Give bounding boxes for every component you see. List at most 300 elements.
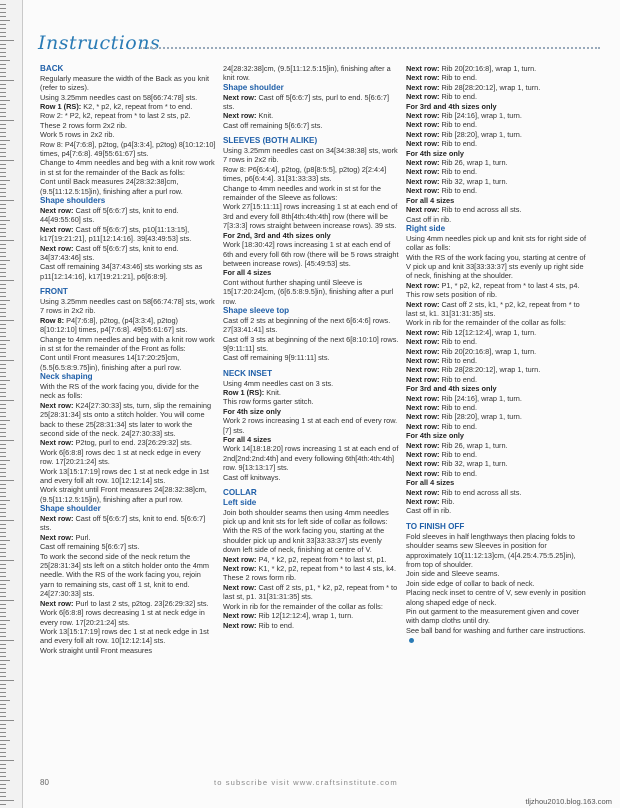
section-heading: BACK (40, 64, 64, 73)
instruction-label: Next row: (40, 243, 76, 253)
instruction-text: Row 8: P4[7:6:8], p2tog, (p4[3:3:4], p2tog) 8[10:12:10] times, p4[7:6:8]. 49[55:61:67] sts. (40, 139, 216, 159)
ruler-tick (0, 444, 6, 445)
instruction-text: Work 2 rows increasing 1 st at each end of every row. [7] sts. (223, 416, 398, 435)
instruction-text: Work straight until Front measures (40, 645, 153, 655)
instruction-text: Rib 26, wrap 1, turn. (441, 158, 508, 168)
instruction-line (406, 579, 586, 588)
instruction-text: Rib [24:16], wrap 1, turn. (441, 393, 522, 403)
ruler-tick (0, 24, 6, 25)
ruler-tick (0, 772, 6, 773)
ruler-tick (0, 308, 6, 309)
instruction-label: Next row: (40, 514, 76, 524)
instruction-line (223, 202, 401, 230)
ruler-tick (0, 60, 10, 61)
ruler-tick (0, 44, 6, 45)
ruler-tick (0, 256, 6, 257)
ruler-tick (0, 652, 6, 653)
ruler-tick (0, 188, 6, 189)
section-heading: COLLAR (223, 488, 257, 498)
ruler-tick (0, 124, 6, 125)
ruler-tick (0, 716, 6, 717)
instruction-line (40, 121, 216, 130)
instruction-line (40, 111, 216, 120)
ruler (0, 0, 23, 808)
instruction-label: Next row: (406, 487, 442, 497)
ruler-tick (0, 636, 6, 637)
ruler-tick (0, 92, 6, 93)
ruler-tick (0, 732, 6, 733)
instruction-text: Using 3.25mm needles cast on 58[66:74:78] sts. (40, 92, 198, 102)
instruction-text: Rib to end. (441, 468, 478, 478)
instruction-label: Next row: (223, 582, 259, 592)
ruler-tick (0, 372, 6, 373)
instruction-label: Next row: (406, 176, 442, 186)
instruction-text: Rib 28[28:20:12], wrap 1, turn. (441, 82, 541, 92)
instruction-label: For 2nd, 3rd and 4th sizes only (223, 230, 331, 240)
ruler-tick (0, 64, 6, 65)
page-number: 80 (40, 778, 49, 787)
instruction-line (406, 431, 586, 440)
instruction-text: Pin out garment to the measurement given and cover with damp cloths until dry. (406, 606, 580, 626)
ruler-tick (0, 412, 6, 413)
ruler-tick (0, 788, 6, 789)
instruction-line (223, 93, 401, 112)
ruler-tick (0, 244, 6, 245)
instruction-text: Rib to end. (441, 403, 478, 413)
ruler-tick (0, 520, 14, 521)
instruction-line (40, 74, 216, 93)
instruction-label: Next row: (40, 438, 76, 448)
instruction-line (40, 599, 216, 608)
instruction-text: Rib 32, wrap 1, turn. (441, 459, 508, 469)
ruler-tick (0, 696, 6, 697)
instruction-line (406, 205, 586, 214)
ruler-tick (0, 268, 6, 269)
ruler-tick (0, 176, 6, 177)
ruler-tick (0, 612, 6, 613)
ruler-tick (0, 748, 6, 749)
instruction-label: Next row: (40, 532, 76, 542)
ruler-tick (0, 528, 6, 529)
section-heading: Neck shaping (40, 372, 93, 382)
ruler-tick (0, 288, 6, 289)
instruction-text: Rib to end. (441, 337, 478, 347)
section-heading: Shape shoulder (40, 504, 101, 514)
instruction-line (40, 93, 216, 102)
instruction-text: With the RS of the work facing you, starting at centre of V pick up and knit 33[33:33:37] sts evenly up right side of neck, finishing at the shoulder. (406, 252, 586, 281)
ruler-tick (0, 400, 14, 401)
instruction-label: For all 4 sizes (223, 435, 272, 444)
instruction-line (223, 268, 401, 277)
section-heading: Shape sleeve top (223, 305, 290, 315)
ruler-tick (0, 192, 6, 193)
ruler-tick (0, 12, 6, 13)
ruler-tick (0, 368, 6, 369)
instruction-text: Rib [24:16], wrap 1, turn. (441, 111, 522, 121)
instruction-line (223, 416, 401, 435)
instruction-text: Rib to end. (258, 620, 295, 630)
instruction-line (406, 234, 586, 253)
ruler-tick (0, 88, 6, 89)
ruler-tick (0, 208, 6, 209)
instruction-line (406, 149, 586, 158)
instruction-line (406, 469, 586, 478)
ruler-tick (0, 148, 6, 149)
instruction-text: Join side edge of collar to back of neck. (406, 578, 535, 588)
section-heading: NECK INSET (223, 368, 273, 378)
ruler-tick (0, 408, 6, 409)
instruction-line (406, 73, 586, 82)
instruction-line (40, 262, 216, 281)
ruler-tick (0, 172, 6, 173)
ruler-tick (0, 516, 6, 517)
instruction-line (40, 158, 216, 177)
instruction-text: These 2 rows form rib. (223, 573, 297, 583)
ruler-tick (0, 560, 14, 561)
instruction-line (40, 438, 216, 447)
ruler-tick (0, 376, 6, 377)
instruction-text: Rib to end across all sts. (441, 205, 522, 215)
ruler-tick (0, 708, 6, 709)
instruction-line (223, 473, 401, 482)
ruler-tick (0, 136, 6, 137)
ruler-tick (0, 712, 6, 713)
ruler-tick (0, 672, 6, 673)
instruction-text: Cast off 2 sts, k1, * p2, k2, repeat from * to last st, k1. 31[31:31:35] sts. (406, 299, 580, 318)
ruler-tick (0, 4, 6, 5)
instruction-line (223, 526, 401, 554)
instruction-label: Next row: (406, 403, 442, 413)
instruction-line (406, 403, 586, 412)
ruler-tick (0, 304, 6, 305)
instruction-line (223, 379, 401, 388)
ruler-tick (0, 20, 10, 21)
instruction-text: Work in rib for the remainder of the collar as folls: (223, 601, 383, 611)
ruler-tick (0, 600, 14, 601)
instruction-text: Rib 20[20:16:8], wrap 1, turn. (441, 346, 537, 356)
instruction-label: Next row: (406, 450, 442, 460)
ruler-tick (0, 420, 10, 421)
ruler-tick (0, 488, 6, 489)
ruler-tick (0, 728, 6, 729)
ruler-tick (0, 668, 6, 669)
instruction-text: Work 13[15:17:19] rows dec 1 st at neck edge in 1st and every foll alt row. 10[12:12:14] sts. (40, 466, 209, 486)
instruction-line (406, 92, 586, 101)
instruction-line (40, 382, 216, 401)
ruler-tick (0, 200, 14, 201)
instruction-text: Cast off 2 sts at beginning of the next 6[6:4:6] rows. 27[33:41:41] sts. (223, 315, 391, 335)
instruction-label: Next row: (406, 468, 442, 478)
instruction-label: Next row: (406, 412, 442, 422)
ruler-tick (0, 568, 6, 569)
instruction-line (223, 407, 401, 416)
ruler-tick (0, 476, 6, 477)
ruler-tick (0, 108, 6, 109)
ruler-tick (0, 628, 6, 629)
ruler-tick (0, 540, 10, 541)
ruler-tick (0, 452, 6, 453)
ruler-tick (0, 768, 6, 769)
ruler-tick (0, 592, 6, 593)
instruction-text: Knit. (258, 111, 274, 121)
ruler-tick (0, 640, 14, 641)
instruction-line (223, 564, 401, 573)
ruler-tick (0, 184, 6, 185)
instruction-text: Cast off 5[6:6:7] sts, knit to end. 44[49:55:60] sts. (40, 205, 179, 225)
instruction-text: These 2 rows form 2x2 rib. (40, 120, 127, 130)
instruction-line (406, 459, 586, 468)
instruction-line (406, 337, 586, 346)
instruction-text: Rib 32, wrap 1, turn. (441, 176, 508, 186)
ruler-tick (0, 232, 6, 233)
instruction-line (40, 225, 216, 244)
ruler-tick (0, 432, 6, 433)
instruction-line (223, 621, 401, 630)
instruction-text: Using 4mm needles pick up and knit sts for right side of collar as folls: (406, 233, 587, 253)
ruler-tick (0, 40, 14, 41)
instruction-text: Rib to end. (441, 421, 478, 431)
instruction-line (406, 422, 586, 431)
instruction-text: Rib [28:20], wrap 1, turn. (441, 129, 522, 139)
ruler-tick (0, 796, 6, 797)
ruler-tick (0, 8, 6, 9)
ruler-tick (0, 96, 6, 97)
instruction-line (223, 231, 401, 240)
ruler-tick (0, 312, 6, 313)
ruler-tick (0, 260, 10, 261)
instruction-label: Next row: (406, 459, 442, 469)
instruction-label: Next row: (406, 205, 442, 215)
instruction-label: Next row: (223, 111, 259, 121)
instruction-line (406, 347, 586, 356)
ruler-tick (0, 352, 6, 353)
instruction-label: For all 4 sizes (223, 268, 272, 278)
ruler-tick (0, 392, 6, 393)
instruction-label: Next row: (406, 440, 442, 450)
ruler-tick (0, 84, 6, 85)
instruction-text: Cast off 5[6:6:7] sts, knit to end. 34[37:43:46] sts. (40, 243, 179, 262)
ruler-tick (0, 464, 6, 465)
ruler-tick (0, 300, 10, 301)
instruction-text: Work 6[6:8:8] rows decreasing 1 st at neck edge in every row. 17[20:21:24] sts. (40, 608, 205, 627)
instruction-line (223, 240, 401, 268)
instruction-line (406, 196, 586, 205)
ruler-tick (0, 512, 6, 513)
instruction-label: Next row: (223, 554, 259, 564)
ruler-tick (0, 472, 6, 473)
instruction-line (223, 184, 401, 203)
ruler-tick (0, 684, 6, 685)
instruction-label: Next row: (406, 337, 442, 347)
instruction-line (406, 290, 586, 299)
ruler-tick (0, 160, 14, 161)
instruction-text: Using 3.25mm needles cast on 58[66:74:78] sts, work 7 rows in 2x2 rib. (40, 296, 215, 316)
ruler-tick (0, 112, 6, 113)
ruler-tick (0, 264, 6, 265)
instruction-label: For all 4 sizes (406, 478, 455, 488)
ruler-tick (0, 548, 6, 549)
instruction-text: Cast off in rib. (406, 506, 452, 516)
instruction-text: Rib 28[28:20:12], wrap 1, turn. (441, 365, 541, 375)
instruction-text: Cont until Front measures 14[17:20:25]cm, (5.5[6.5:8:9.75]in), finishing after a purl row. (40, 353, 182, 372)
instruction-text: Join both shoulder seams then using 4mm needles pick up and knit sts for left side of collar as follows: (223, 507, 389, 527)
instruction-text: Using 3.25mm needles cast on 34[34:38:38] sts, work 7 rows in 2x2 rib. (223, 146, 398, 165)
instruction-line (223, 444, 401, 472)
ruler-tick (0, 28, 6, 29)
instruction-line (223, 573, 401, 582)
end-bullet-icon (409, 638, 414, 643)
instruction-text: P4[7:6:8], p2tog, (p4[3:3:4], p2tog) 8[10:12:10] times, p4[7:6:8]. 49[55:61:67] sts. (40, 315, 188, 335)
instruction-text: Work 5 rows in 2x2 rib. (40, 130, 115, 140)
instruction-text: Row 2: * P2, k2, repeat from * to last 2 sts, p2. (40, 111, 191, 121)
instruction-text: Work straight until Front measures 24[28:32:38]cm, (9.5[11:12.5:15]in), finishing after a purl row. (40, 485, 207, 504)
instruction-text: Cast off remaining 5[6:6:7] sts. (223, 120, 323, 130)
ruler-tick (0, 56, 6, 57)
instruction-line (406, 478, 586, 487)
instruction-line (40, 552, 216, 599)
ruler-tick (0, 164, 6, 165)
ruler-tick (0, 784, 6, 785)
instruction-line (406, 497, 586, 506)
ruler-tick (0, 180, 10, 181)
ruler-tick (0, 500, 10, 501)
ruler-tick (0, 532, 6, 533)
ruler-tick (0, 204, 6, 205)
instruction-label: Next row: (406, 327, 442, 337)
instruction-line (40, 646, 216, 655)
instruction-text: Cast off 2 sts, p1, * k2, p2, repeat from * to last st, p1. 31[31:31:35] sts. (223, 582, 398, 602)
instruction-label: For 3rd and 4th sizes only (406, 101, 497, 111)
instruction-label: Next row: (223, 620, 259, 630)
ruler-tick (0, 648, 6, 649)
ruler-tick (0, 440, 14, 441)
instruction-line (406, 569, 586, 578)
instruction-text: Rib to end. (441, 73, 478, 83)
instruction-line (223, 121, 401, 130)
instruction-text: Placing neck inset to centre of V, sew evenly in position along shaped edge of neck. (406, 588, 586, 607)
footer-text: to subscribe visit www.craftsinstitute.com (214, 778, 398, 787)
ruler-tick (0, 152, 6, 153)
instruction-text: Rib to end. (441, 120, 478, 130)
ruler-tick (0, 128, 6, 129)
ruler-tick (0, 296, 6, 297)
instruction-line (406, 532, 586, 570)
ruler-tick (0, 448, 6, 449)
ruler-tick (0, 664, 6, 665)
ruler-tick (0, 676, 6, 677)
ruler-tick (0, 608, 6, 609)
ruler-tick (0, 336, 6, 337)
instruction-line (223, 146, 401, 165)
instruction-line (40, 448, 216, 467)
ruler-tick (0, 100, 10, 101)
instruction-line (406, 318, 586, 327)
instruction-line (406, 83, 586, 92)
ruler-tick (0, 720, 14, 721)
instruction-label: Next row: (40, 400, 76, 410)
ruler-tick (0, 212, 6, 213)
instruction-line (406, 281, 586, 290)
instruction-text: Rib 26, wrap 1, turn. (441, 440, 508, 450)
ruler-tick (0, 584, 6, 585)
section-heading: Shape shoulders (40, 196, 106, 206)
ruler-tick (0, 740, 10, 741)
section-heading: SLEEVES (BOTH ALIKE) (223, 136, 318, 146)
ruler-tick (0, 276, 6, 277)
ruler-tick (0, 496, 6, 497)
section-heading: Left side (223, 497, 257, 507)
instruction-text: Rib to end. (441, 450, 478, 460)
column-2 (223, 64, 401, 630)
instruction-text: Cast off 5[6:6:7] sts, purl to end. 5[6:6:7] sts. (223, 92, 389, 112)
instruction-text: Cast off 5[6:6:7] sts, p10[11:13:15], k17[19:21:21], p11[12:14:16]. 39[43:49:53] sts. (40, 224, 192, 244)
ruler-tick (0, 804, 6, 805)
instruction-line (40, 467, 216, 486)
instruction-text: Purl. (75, 532, 91, 542)
instruction-line (406, 626, 586, 645)
ruler-tick (0, 524, 6, 525)
instruction-line (406, 375, 586, 384)
instruction-label: For all 4 sizes (406, 195, 455, 205)
ruler-tick (0, 388, 6, 389)
ruler-tick (0, 724, 6, 725)
ruler-tick (0, 248, 6, 249)
instruction-text: Change to 4mm needles and work in st st for the remainder of the Sleeve as follows: (223, 183, 381, 203)
instruction-text: Work in rib for the remainder of the collar as folls: (406, 318, 566, 328)
instruction-line (406, 588, 586, 607)
ruler-tick (0, 120, 14, 121)
ruler-tick (0, 360, 14, 361)
instruction-line (223, 335, 401, 354)
ruler-tick (0, 504, 6, 505)
ruler-tick (0, 280, 14, 281)
ruler-tick (0, 356, 6, 357)
instruction-text: Work 14[18:18:20] rows increasing 1 st at each end of 2nd[2nd:2nd:4th] and every following 6th[4th:4th:4th] row. 9[13:13:17] sts. (223, 444, 399, 473)
section-heading: TO FINISH OFF (406, 521, 465, 531)
ruler-tick (0, 572, 6, 573)
instruction-line (406, 394, 586, 403)
instruction-label: Next row: (406, 280, 442, 290)
ruler-tick (0, 800, 14, 801)
instruction-text: Cast off 3 sts at beginning of the next 6[8:10:10] rows. 9[9:11:11] sts. (223, 334, 399, 353)
instruction-text: Work [18:30:42] rows increasing 1 st at each end of 6th and every foll 6th row (there will be 5 rows straight between increase rows). [45:49:53] sts. (223, 240, 399, 268)
instruction-line (40, 244, 216, 263)
instruction-line (406, 158, 586, 167)
instruction-text: Join side and Sleeve seams. (406, 569, 500, 579)
ruler-tick (0, 580, 10, 581)
ruler-tick (0, 156, 6, 157)
ruler-tick (0, 588, 6, 589)
section-heading: Right side (406, 223, 446, 233)
instruction-text: Rib 20[20:16:8], wrap 1, turn. (441, 64, 537, 73)
ruler-tick (0, 380, 10, 381)
instruction-line (40, 608, 216, 627)
ruler-tick (0, 32, 6, 33)
instruction-label: Next row: (406, 82, 442, 92)
instruction-line (406, 102, 586, 111)
instruction-text: Rib [28:20], wrap 1, turn. (441, 412, 522, 422)
ruler-tick (0, 792, 6, 793)
ruler-tick (0, 756, 6, 757)
instruction-label: Next row: (223, 564, 259, 574)
instruction-text: P1, * p2, k2, repeat from * to last 4 sts, p4. (441, 280, 580, 290)
instruction-line (223, 165, 401, 184)
instruction-label: Next row: (406, 158, 442, 168)
instruction-text: Cast off remaining 5[6:6:7] sts. (40, 542, 140, 552)
ruler-tick (0, 416, 6, 417)
ruler-tick (0, 292, 6, 293)
ruler-tick (0, 692, 6, 693)
